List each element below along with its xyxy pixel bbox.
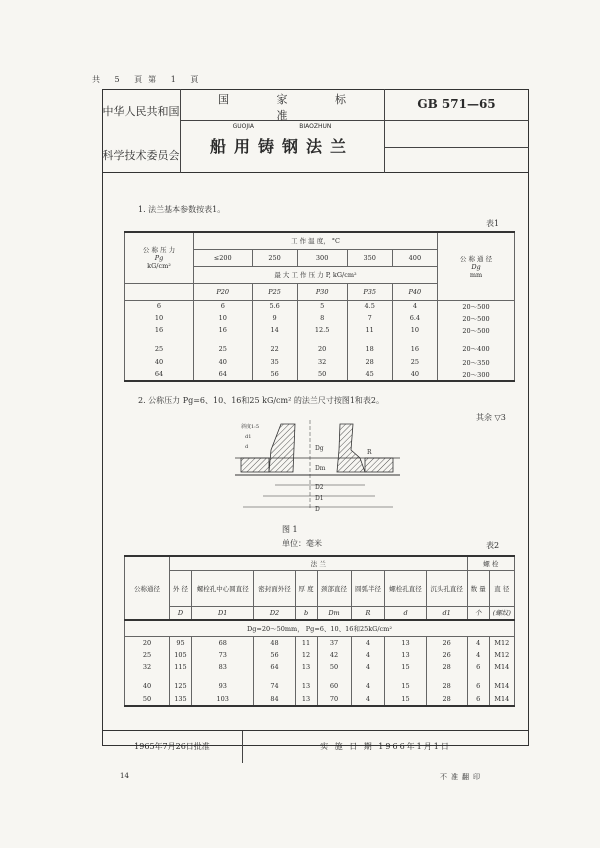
- national-standard-label: [180, 89, 384, 130]
- standard-cn: 国 家 标 准: [218, 93, 368, 122]
- table2: 公称通径 法 兰 螺 栓 外 径 螺栓孔中心圆直径 密封面外径 厚 度 颈部直径 圆弧半径 螺栓孔直径 沉头孔直径 数 量 直 径 D D1 D2 b Dm R d d1 个 (螺纹) Dg=20～50mm， Pg=6、10、16和25kG/cm² 20 95 68 48 11 37 4 13 26 4 M12 25 105 73 56 12 42 4 13 26 4 M12 32 115 83 64 13 50 4 15 28 6 M14 40 125 93 74 13 60 4 15 28 6 M14 50 135 103 84 13 70 4 15 28 6 M14: [124, 555, 515, 707]
- label-d1: D1: [315, 495, 324, 502]
- table-row: 64 64 56 50 45 40 20～300: [125, 368, 515, 381]
- issuing-org: [102, 89, 181, 173]
- table2-label: 表2: [486, 541, 500, 550]
- t2-group-bolt: 螺 栓: [467, 556, 514, 570]
- t1-max-pressure-header: 最 大 工 作 压 力 P, kG/cm²: [194, 266, 438, 283]
- table-row: 40 40 35 32 28 25 20～350: [125, 356, 515, 368]
- pinyin-left: GUOJIA: [232, 123, 255, 130]
- table-row: 20 95 68 48 11 37 4 13 26 4 M12: [125, 636, 515, 649]
- org-line1: 中华人民共和国: [102, 105, 180, 118]
- section1-text: 1. 法兰基本参数按表1。: [138, 205, 226, 214]
- code-cell: [384, 89, 529, 173]
- taper-note: 斜度1:5: [241, 424, 260, 430]
- table1-label: 表1: [486, 219, 500, 228]
- footer-block: [102, 730, 529, 764]
- t1-col-diameter: 公 称 通 径 Dg mm: [438, 232, 515, 300]
- label-dg: Dg: [315, 445, 324, 452]
- page-info: 共 5 頁第 1 頁: [92, 75, 205, 84]
- unit-label: 单位：毫米: [282, 539, 322, 548]
- surface-finish-note: 其余 ▽3: [476, 413, 506, 422]
- table-row: 50 135 103 84 13 70 4 15 28 6 M14: [125, 693, 515, 706]
- table-row: 10 10 9 8 7 6.4 20～500: [125, 312, 515, 324]
- figure-caption: 图 1: [282, 525, 298, 534]
- document-title: 船用铸钢法兰: [209, 137, 354, 156]
- t1-col-pressure: 公 称 压 力 Pg kG/cm²: [125, 232, 194, 283]
- page-number: 14: [120, 772, 129, 780]
- t2-group-flange: 法 兰: [170, 556, 468, 570]
- org-line2: 科学技术委员会: [102, 149, 180, 162]
- label-d: D: [315, 506, 320, 513]
- flange-diagram: [225, 420, 400, 520]
- table-row: 32 115 83 64 13 50 4 15 28 6 M14: [125, 661, 515, 673]
- t1-work-temp-header: 工 作 温 度， °C: [194, 232, 438, 249]
- table-row: 6 6 5.6 5 4.5 4 20～500: [125, 300, 515, 312]
- table-row: 25 105 73 56 12 42 4 13 26 4 M12: [125, 649, 515, 661]
- reprint-note: 不准翻印: [440, 773, 484, 781]
- standard-title-cell: [180, 89, 385, 173]
- t2-col-nominal-dia: 公称通径: [125, 556, 170, 620]
- label-dm: Dm: [315, 465, 326, 472]
- label-r: R: [367, 449, 372, 456]
- header-block: [102, 89, 529, 173]
- label-d2: D2: [315, 484, 324, 491]
- table-row: 25 25 22 20 18 16 20～400: [125, 336, 515, 356]
- table-row: 40 125 93 74 13 60 4 15 28 6 M14: [125, 673, 515, 693]
- standard-code: GB 571—65: [384, 89, 529, 121]
- table-row: 16 16 14 12.5 11 10 20～500: [125, 324, 515, 336]
- approval-date: 1965年7月26日批准: [102, 731, 243, 763]
- section2-text: 2. 公称压力 Pg=6、10、16和25 kG/cm² 的法兰尺寸按图1和表2。: [138, 396, 385, 405]
- t2-subtitle: Dg=20～50mm， Pg=6、10、16和25kG/cm²: [125, 620, 515, 636]
- label-d-small: d: [245, 444, 249, 450]
- table1: 公 称 压 力 Pg kG/cm² 工 作 温 度， °C 公 称 通 径 Dg mm ≤200 250 300 350 400 最 大 工 作 压 力 P, kG/cm² P20 P25 P30 P35 P40 6 6 5.6 5 4.5 4 20～500 10 10 9 8 7 6.4 20～500 16 16 14 12.5 11 10 20～500 25 25 22 20 18 16 20～400 40 40 35 32 28 25 20～350 64 64 56 50 45 40 20～300: [124, 231, 515, 382]
- pinyin-right: BIAOZHUN: [299, 123, 332, 130]
- label-d1-small: d1: [245, 434, 252, 440]
- effective-date: 实 施 日 期 1966年1月1日: [320, 742, 451, 751]
